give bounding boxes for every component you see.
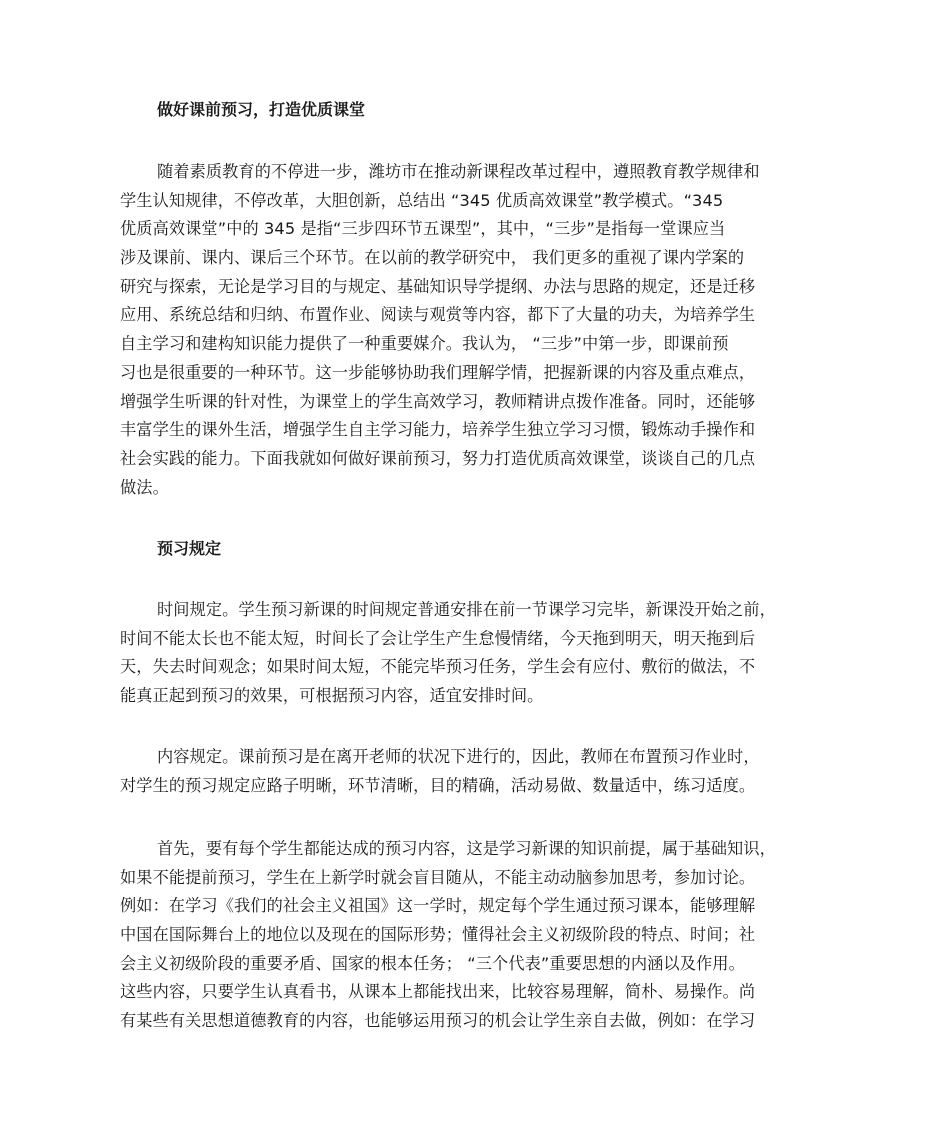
text-line: 首先，要有每个学生都能达成的预习内容，这是学习新课的知识前提，属于基础知识， bbox=[157, 839, 776, 858]
text-line: 会主义初级阶段的重要矛盾、国家的根本任务； “三个代表”重要思想的内涵以及作用。 bbox=[120, 953, 745, 973]
paragraph-time-requirement bbox=[120, 596, 836, 711]
text-line: 学生认知规律，不停改革，大胆创新，总结出 “345 优质高效课堂”教学模式。“345 bbox=[120, 190, 724, 210]
text-line: 时间规定。学生预习新课的时间规定普通安排在前一节课学习完毕，新课没开始之前， bbox=[157, 600, 776, 619]
text-line: 优质高效课堂”中的 345 是指“三步四环节五课型”，其中，“三步”是指每一堂课应当 bbox=[120, 219, 726, 239]
text-line: 能真正起到预习的效果，可根据预习内容，适宜安排时间。 bbox=[120, 686, 544, 706]
text-line: 涉及课前、课内、课后三个环节。在以前的教学研究中， 我们更多的重视了课内学案的 bbox=[120, 248, 745, 268]
text-line: 时间不能太长也不能太短，时间长了会让学生产生怠慢情绪，今天拖到明天，明天拖到后 bbox=[120, 628, 756, 648]
text-line: 天，失去时间观念；如果时间太短，不能完毕预习任务，学生会有应付、敷衍的做法，不 bbox=[120, 657, 756, 677]
text-line: 如果不能提前预习，学生在上新学时就会盲目随从，不能主动动脑参加思考，参加讨论。 bbox=[120, 867, 756, 887]
section-heading: 预习规定 bbox=[157, 539, 222, 558]
text-line: 内容规定。课前预习是在离开老师的状况下进行的，因此，教师在布置预习作业时， bbox=[157, 747, 760, 766]
paragraph-intro bbox=[120, 158, 836, 502]
text-line: 这些内容，只要学生认真看书，从课本上都能找出来，比较容易理解，简朴、易操作。尚 bbox=[120, 982, 756, 1002]
article-title: 做好课前预习，打造优质课堂 bbox=[157, 100, 366, 119]
text-line: 随着素质教育的不停进一步，潍坊市在推动新课程改革过程中，遵照教育教学规律和 bbox=[157, 162, 760, 181]
text-line: 自主学习和建构知识能力提供了一种重要媒介。我认为， “三步”中第一步，即课前预 bbox=[120, 334, 729, 354]
text-line: 对学生的预习规定应路子明晰，环节清晰，目的精确，活动易做、数量适中，练习适度。 bbox=[120, 775, 756, 795]
text-line: 习也是很重要的一种环节。这一步能够协助我们理解学情，把握新课的内容及重点难点， bbox=[120, 362, 756, 382]
text-line: 中国在国际舞台上的地位以及现在的国际形势；懂得社会主义初级阶段的特点、时间；社 bbox=[120, 925, 756, 945]
text-line: 做法。 bbox=[120, 477, 169, 497]
text-line: 丰富学生的课外生活，增强学生自主学习能力，培养学生独立学习习惯，锻炼动手操作和 bbox=[120, 420, 756, 440]
text-line: 应用、系统总结和归纳、布置作业、阅读与观赏等内容，都下了大量的功夫，为培养学生 bbox=[120, 305, 756, 325]
paragraph-content-requirement bbox=[120, 743, 836, 800]
text-line: 增强学生听课的针对性，为课堂上的学生高效学习，教师精讲点拨作准备。同时，还能够 bbox=[120, 391, 756, 411]
text-line: 研究与探索，无论是学习目的与规定、基础知识导学提纲、办法与思路的规定，还是迁移 bbox=[120, 276, 756, 296]
paragraph-first-point bbox=[120, 835, 836, 1036]
text-line: 例如：在学习《我们的社会主义祖国》这一学时，规定每个学生通过预习课本，能够理解 bbox=[120, 896, 756, 916]
text-line: 社会实践的能力。下面我就如何做好课前预习，努力打造优质高效课堂，谈谈自己的几点 bbox=[120, 448, 756, 468]
text-line: 有某些有关思想道德教育的内容，也能够运用预习的机会让学生亲自去做，例如：在学习 bbox=[120, 1011, 756, 1031]
